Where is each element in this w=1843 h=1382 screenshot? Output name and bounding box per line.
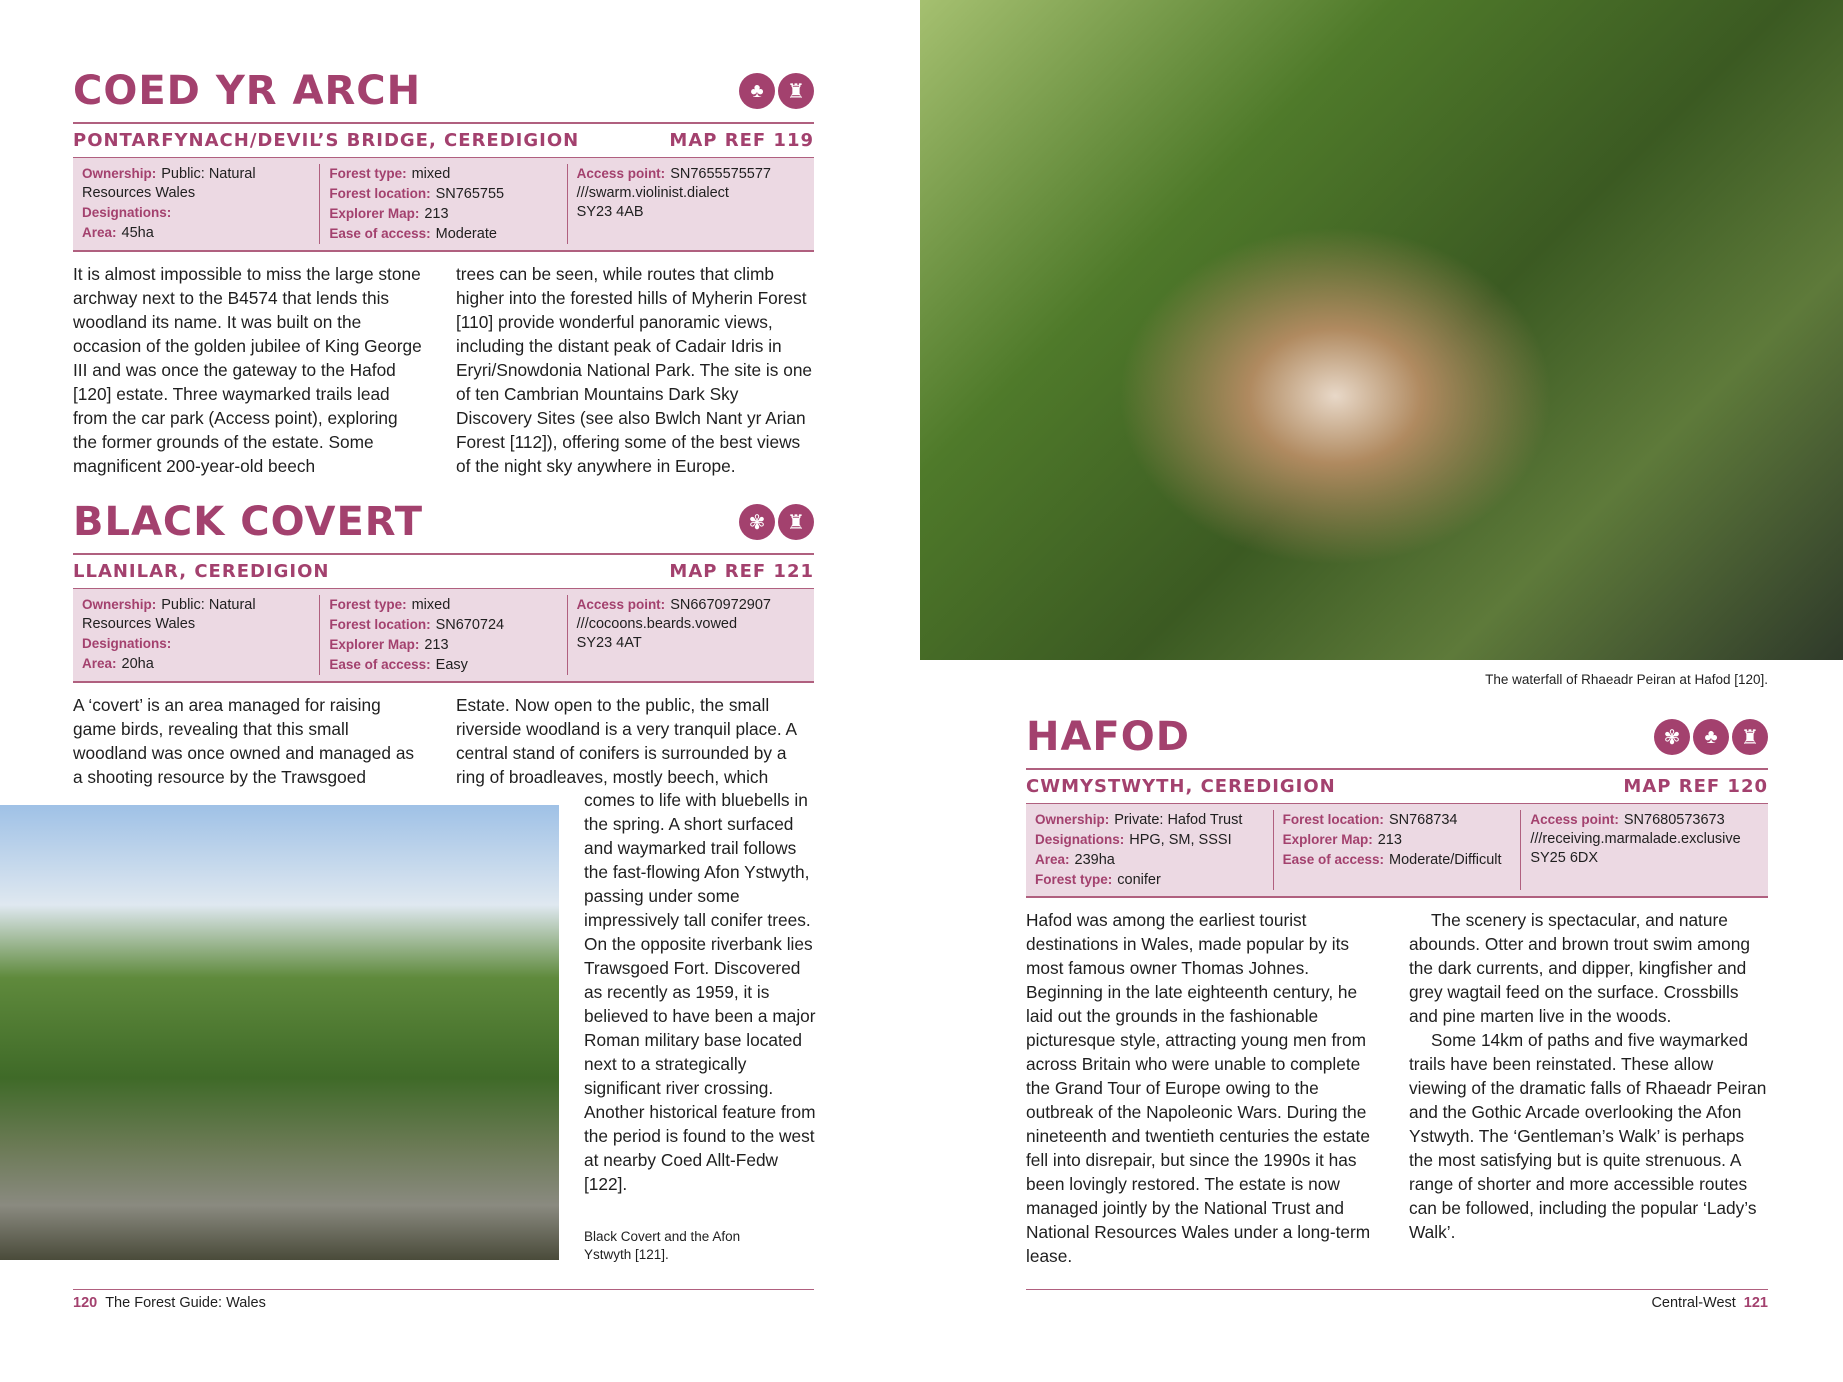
map-ref: MAP REF 121 bbox=[669, 561, 814, 582]
info-label: Forest location: bbox=[329, 186, 431, 201]
info-row bbox=[82, 223, 310, 243]
info-row bbox=[577, 634, 805, 653]
info-label: Designations: bbox=[82, 636, 172, 651]
info-value: mixed bbox=[411, 597, 451, 613]
info-value: SY25 6DX bbox=[1530, 850, 1599, 866]
info-row bbox=[329, 184, 557, 204]
info-row bbox=[329, 224, 557, 244]
info-value: SN768734 bbox=[1388, 812, 1458, 828]
info-column bbox=[73, 595, 319, 675]
info-label: Forest location: bbox=[329, 617, 431, 632]
footer-right bbox=[1026, 1289, 1768, 1311]
info-label: Ownership: bbox=[82, 597, 157, 612]
info-value: SY23 4AB bbox=[576, 204, 644, 220]
info-row bbox=[329, 204, 557, 224]
footer-left bbox=[73, 1289, 814, 1311]
black-covert-photo bbox=[0, 805, 559, 1260]
entry-location: PONTARFYNACH/DEVIL’S BRIDGE, CEREDIGION bbox=[73, 130, 580, 151]
info-label: Ease of access: bbox=[329, 657, 431, 672]
info-row bbox=[1035, 850, 1264, 870]
waterfall-photo bbox=[920, 0, 1843, 660]
info-label: Area: bbox=[82, 225, 117, 240]
info-row bbox=[329, 164, 557, 184]
info-row bbox=[82, 634, 310, 654]
info-column bbox=[319, 164, 566, 244]
info-value: 239ha bbox=[1074, 852, 1115, 868]
info-row bbox=[1035, 830, 1264, 850]
info-label: Forest type: bbox=[329, 597, 407, 612]
info-row bbox=[1530, 810, 1759, 830]
info-row bbox=[577, 184, 805, 203]
info-row bbox=[1283, 850, 1512, 870]
info-row bbox=[1283, 830, 1512, 850]
info-label: Access point: bbox=[576, 597, 666, 612]
info-value: 213 bbox=[424, 206, 449, 222]
body-column-1: It is almost impossible to miss the large stone archway next to the B4574 that lends this woodland its name. It was built on the occasion of the golden jubilee of King George III and was once the gateway to the Hafod [120] estate. Three waymarked trails lead from the car park (Access point), exploring the former grounds of the estate. Some magnificent 200-year-old beech bbox=[73, 264, 422, 476]
info-label: Forest type: bbox=[1035, 872, 1113, 887]
info-label: Access point: bbox=[1530, 812, 1619, 827]
forest-icon: ♣ bbox=[1693, 719, 1729, 755]
black-covert-entry bbox=[73, 495, 814, 789]
entry-title: BLACK COVERT bbox=[73, 499, 424, 545]
entry-title: HAFOD bbox=[1026, 714, 1190, 760]
entry-title: COED YR ARCH bbox=[73, 68, 422, 114]
info-label: Explorer Map: bbox=[329, 206, 420, 221]
info-label: Access point: bbox=[576, 166, 666, 181]
info-box bbox=[73, 157, 814, 252]
body-column-2: trees can be seen, while routes that climb higher into the forested hills of Myherin Forest [110] provide wonderful panoramic views, including the distant peak of Cadair Idris in Eryri/Snowdonia National Park. The site is one of ten Cambrian Mountains Dark Sky Discovery Sites (see also Bwlch Nant yr Arian Forest [112]), offering some of the best views of the night sky anywhere in Europe. bbox=[456, 264, 813, 476]
info-row bbox=[577, 595, 805, 615]
info-value: SY23 4AT bbox=[576, 635, 642, 651]
paragraph: The scenery is spectacular, and nature abounds. Otter and brown trout swim among the dark currents, and dipper, kingfisher and grey wagtail feed on the surface. Crossbills and pine marten live in the woods. bbox=[1409, 910, 1751, 1026]
info-value: HPG, SM, SSSI bbox=[1129, 832, 1232, 848]
info-value: SN670724 bbox=[435, 617, 505, 633]
info-row bbox=[1530, 830, 1759, 849]
info-label: Area: bbox=[1035, 852, 1070, 867]
info-row bbox=[329, 635, 557, 655]
info-value: Public: Natural Resources Wales bbox=[82, 597, 256, 632]
castle-icon: ♜ bbox=[1732, 719, 1768, 755]
coed-yr-arch-entry bbox=[73, 64, 814, 478]
info-label: Ease of access: bbox=[1282, 852, 1384, 867]
info-row bbox=[577, 203, 805, 222]
info-column bbox=[567, 164, 814, 244]
info-row bbox=[577, 615, 805, 634]
info-row bbox=[82, 595, 310, 634]
info-row bbox=[1035, 870, 1264, 890]
info-row bbox=[1283, 810, 1512, 830]
butterfly-icon: ✾ bbox=[1654, 719, 1690, 755]
paragraph: Some 14km of paths and five waymarked trails have been reinstated. These allow viewing of the dramatic falls of Rhaeadr Peiran and the Gothic Arcade overlooking the Afon Ystwyth. The ‘Gentleman’s Walk’ is perhaps the most satisfying but is quite strenuous. A range of shorter and more accessible routes can be followed, including the popular ‘Lady’s Walk’. bbox=[1409, 1030, 1767, 1242]
hafod-entry bbox=[1026, 710, 1768, 1268]
book-title: The Forest Guide: Wales bbox=[105, 1295, 266, 1311]
info-row bbox=[82, 654, 310, 674]
info-column bbox=[319, 595, 566, 675]
info-value: 213 bbox=[424, 637, 449, 653]
body-column-2 bbox=[1409, 908, 1768, 1268]
info-label: Explorer Map: bbox=[329, 637, 420, 652]
info-label: Designations: bbox=[1035, 832, 1125, 847]
info-row bbox=[1530, 849, 1759, 868]
info-label: Explorer Map: bbox=[1282, 832, 1373, 847]
photo-caption: The waterfall of Rhaeadr Peiran at Hafod [120]. bbox=[1485, 672, 1768, 687]
info-row bbox=[329, 615, 557, 635]
info-label: Ownership: bbox=[82, 166, 157, 181]
info-box bbox=[1026, 803, 1768, 898]
page-number: 120 bbox=[73, 1295, 98, 1311]
info-label: Area: bbox=[82, 656, 117, 671]
info-value: 20ha bbox=[121, 656, 154, 672]
info-column bbox=[73, 164, 319, 244]
info-label: Ease of access: bbox=[329, 226, 431, 241]
castle-icon: ♜ bbox=[778, 504, 814, 540]
info-column bbox=[1273, 810, 1521, 890]
info-row bbox=[82, 203, 310, 223]
info-value: conifer bbox=[1117, 872, 1161, 888]
info-label: Forest location: bbox=[1282, 812, 1384, 827]
map-ref: MAP REF 120 bbox=[1623, 776, 1768, 797]
info-label: Designations: bbox=[82, 205, 172, 220]
entry-location: CWMYSTWYTH, CEREDIGION bbox=[1026, 776, 1336, 797]
info-value: 45ha bbox=[121, 225, 154, 241]
info-value: Public: Natural Resources Wales bbox=[82, 166, 256, 201]
info-value: ///receiving.marmalade.exclusive bbox=[1530, 831, 1741, 847]
info-label: Forest type: bbox=[329, 166, 407, 181]
castle-icon: ♜ bbox=[778, 73, 814, 109]
page-number: 121 bbox=[1743, 1295, 1768, 1311]
body-column-1: A ‘covert’ is an area managed for raising game birds, revealing that this small woodland was once owned and managed as a shooting resource by the Trawsgoed bbox=[73, 695, 415, 787]
info-row bbox=[82, 164, 310, 203]
info-value: SN765755 bbox=[435, 186, 505, 202]
feature-icons bbox=[1654, 719, 1768, 755]
info-value: Moderate/Difficult bbox=[1389, 852, 1502, 868]
info-value: SN7680573673 bbox=[1623, 812, 1725, 828]
info-column bbox=[1520, 810, 1768, 890]
info-value: SN7655575577 bbox=[670, 166, 771, 182]
info-value: Private: Hafod Trust bbox=[1114, 812, 1243, 828]
info-row bbox=[329, 655, 557, 675]
feature-icons bbox=[739, 73, 814, 109]
body-column-1: Hafod was among the earliest tourist destinations in Wales, made popular by its most famous owner Thomas Johnes. Beginning in the late eighteenth century, he laid out the grounds in the fashionable picturesque style, attracting young men from across Britain who were unable to complete the Grand Tour of Europe owing to the outbreak of the Napoleonic Wars. During the nineteenth and twentieth centuries the estate fell into disrepair, but since the 1990s it has been lovingly restored. The estate is now managed jointly by the National Trust and National Resources Wales under a long-term lease. bbox=[1026, 910, 1371, 1266]
info-value: ///swarm.violinist.dialect bbox=[576, 185, 729, 201]
entry-location: LLANILAR, CEREDIGION bbox=[73, 561, 330, 582]
forest-icon: ♣ bbox=[739, 73, 775, 109]
info-value: mixed bbox=[411, 166, 451, 182]
body-column-2-continued: comes to life with bluebells in the spring. A short surfaced and waymarked trail follows the fast-flowing Afon Ystwyth, passing under some impressively tall conifer trees. On the opposite riverbank lies Trawsgoed Fort. Discovered as recently as 1959, it is believed to have been a major Roman military base located next to a strategically significant river crossing. Another historical feature from the period is found to the west at nearby Coed Allt-Fedw [122]. bbox=[584, 790, 816, 1194]
feature-icons bbox=[739, 504, 814, 540]
info-row bbox=[577, 164, 805, 184]
info-value: ///cocoons.beards.vowed bbox=[576, 616, 738, 632]
info-column bbox=[1026, 810, 1273, 890]
info-column bbox=[567, 595, 814, 675]
info-box bbox=[73, 588, 814, 683]
info-row bbox=[329, 595, 557, 615]
info-value: Easy bbox=[435, 657, 468, 673]
info-row bbox=[1035, 810, 1264, 830]
body-column-2: Estate. Now open to the public, the small riverside woodland is a very tranquil place. A central stand of conifers is surrounded by a ring of broadleaves, mostly beech, which bbox=[456, 695, 797, 787]
info-value: 213 bbox=[1377, 832, 1402, 848]
info-label: Ownership: bbox=[1035, 812, 1110, 827]
map-ref: MAP REF 119 bbox=[669, 130, 814, 151]
info-value: SN6670972907 bbox=[670, 597, 771, 613]
section-title: Central-West bbox=[1651, 1295, 1736, 1311]
butterfly-icon: ✾ bbox=[739, 504, 775, 540]
photo-caption: Black Covert and the Afon Ystwyth [121]. bbox=[584, 1229, 741, 1262]
info-value: Moderate bbox=[435, 226, 497, 242]
